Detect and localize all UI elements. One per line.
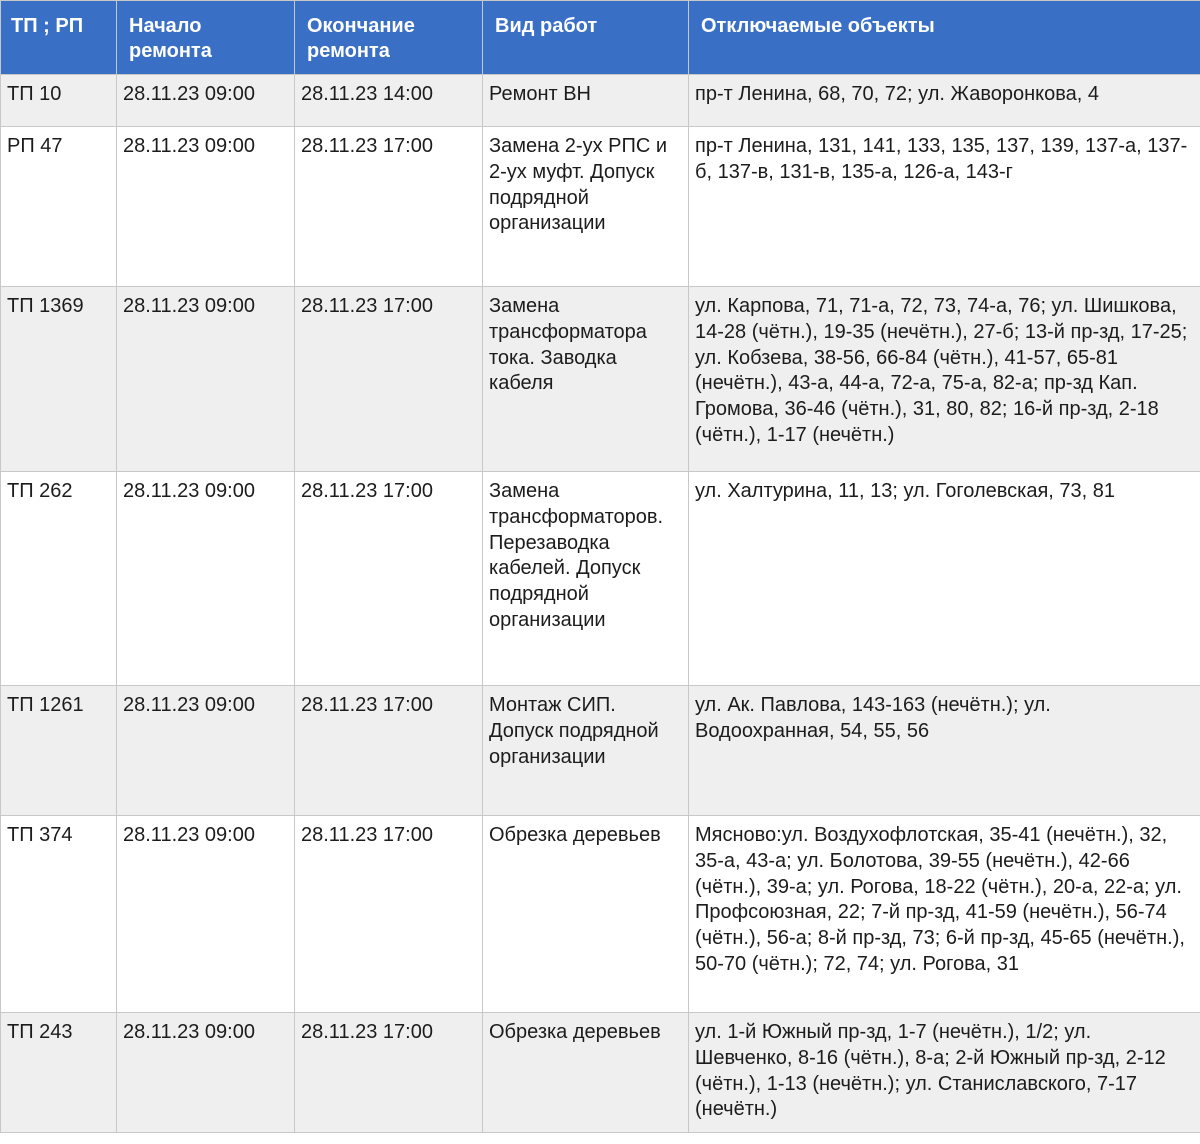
cell-work-type: Замена трансформатора тока. Заводка кабеля bbox=[483, 287, 689, 472]
cell-objects: ул. Карпова, 71, 71-а, 72, 73, 74-а, 76; ул. Шишкова, 14-28 (чётн.), 19-35 (нечётн.), 27-б; 13-й пр-зд, 17-25; ул. Кобзева, 38-56, 66-84 (чётн.), 41-57, 65-81 (нечётн.), 43-а, 44-а, 72-а, 75-а, 82-а; пр-зд Кап. Громова, 36-46 (чётн.), 31, 80, 82; 16-й пр-зд, 2-18 (чётн.), 1-17 (нечётн.) bbox=[689, 287, 1200, 472]
header-affected-objects: Отключаемые объекты bbox=[689, 1, 1200, 75]
header-repair-start: Начало ремонта bbox=[117, 1, 295, 75]
table-row bbox=[1, 287, 1200, 472]
cell-substation: ТП 243 bbox=[1, 1013, 117, 1133]
cell-work-type: Монтаж СИП. Допуск подрядной организации bbox=[483, 686, 689, 816]
cell-end: 28.11.23 17:00 bbox=[295, 472, 483, 686]
cell-work-type: Замена 2-ух РПС и 2-ух муфт. Допуск подрядной организации bbox=[483, 127, 689, 287]
table-row bbox=[1, 472, 1200, 686]
table-row bbox=[1, 75, 1200, 127]
cell-objects: пр-т Ленина, 68, 70, 72; ул. Жаворонкова, 4 bbox=[689, 75, 1200, 127]
cell-end: 28.11.23 17:00 bbox=[295, 287, 483, 472]
cell-substation: ТП 10 bbox=[1, 75, 117, 127]
header-repair-end: Окончание ремонта bbox=[295, 1, 483, 75]
cell-start: 28.11.23 09:00 bbox=[117, 75, 295, 127]
cell-substation: ТП 374 bbox=[1, 816, 117, 1013]
cell-objects: Мясново:ул. Воздухофлотская, 35-41 (нечётн.), 32, 35-а, 43-а; ул. Болотова, 39-55 (нечётн.), 42-66 (чётн.), 39-а; ул. Рогова, 18-22 (чётн.), 20-а, 22-а; ул. Профсоюзная, 22; 7-й пр-зд, 41-59 (нечётн.), 56-74 (чётн.), 56-а; 8-й пр-зд, 73; 6-й пр-зд, 45-65 (нечётн.), 50-70 (чётн.); 72, 74; ул. Рогова, 31 bbox=[689, 816, 1200, 1013]
cell-end: 28.11.23 17:00 bbox=[295, 1013, 483, 1133]
cell-objects: ул. Ак. Павлова, 143-163 (нечётн.); ул. Водоохранная, 54, 55, 56 bbox=[689, 686, 1200, 816]
cell-work-type: Ремонт ВН bbox=[483, 75, 689, 127]
cell-substation: ТП 262 bbox=[1, 472, 117, 686]
header-substation: ТП ; РП bbox=[1, 1, 117, 75]
table-row bbox=[1, 1013, 1200, 1133]
cell-work-type: Обрезка деревьев bbox=[483, 1013, 689, 1133]
cell-end: 28.11.23 17:00 bbox=[295, 686, 483, 816]
cell-objects: ул. 1-й Южный пр-зд, 1-7 (нечётн.), 1/2; ул. Шевченко, 8-16 (чётн.), 8-а; 2-й Южный пр-зд, 2-12 (чётн.), 1-13 (нечётн.); ул. Станиславского, 7-17 (нечётн.) bbox=[689, 1013, 1200, 1133]
table-row bbox=[1, 127, 1200, 287]
table-header-row bbox=[1, 1, 1200, 75]
cell-end: 28.11.23 17:00 bbox=[295, 816, 483, 1013]
table-row bbox=[1, 686, 1200, 816]
cell-objects: ул. Халтурина, 11, 13; ул. Гоголевская, 73, 81 bbox=[689, 472, 1200, 686]
cell-substation: ТП 1261 bbox=[1, 686, 117, 816]
cell-objects: пр-т Ленина, 131, 141, 133, 135, 137, 139, 137-а, 137-б, 137-в, 131-в, 135-а, 126-а, 143-г bbox=[689, 127, 1200, 287]
cell-work-type: Замена трансформаторов. Перезаводка кабелей. Допуск подрядной организации bbox=[483, 472, 689, 686]
cell-start: 28.11.23 09:00 bbox=[117, 127, 295, 287]
header-work-type: Вид работ bbox=[483, 1, 689, 75]
cell-start: 28.11.23 09:00 bbox=[117, 472, 295, 686]
cell-start: 28.11.23 09:00 bbox=[117, 1013, 295, 1133]
cell-substation: РП 47 bbox=[1, 127, 117, 287]
cell-start: 28.11.23 09:00 bbox=[117, 816, 295, 1013]
cell-work-type: Обрезка деревьев bbox=[483, 816, 689, 1013]
cell-end: 28.11.23 14:00 bbox=[295, 75, 483, 127]
table-row bbox=[1, 816, 1200, 1013]
cell-substation: ТП 1369 bbox=[1, 287, 117, 472]
cell-start: 28.11.23 09:00 bbox=[117, 287, 295, 472]
cell-end: 28.11.23 17:00 bbox=[295, 127, 483, 287]
cell-start: 28.11.23 09:00 bbox=[117, 686, 295, 816]
